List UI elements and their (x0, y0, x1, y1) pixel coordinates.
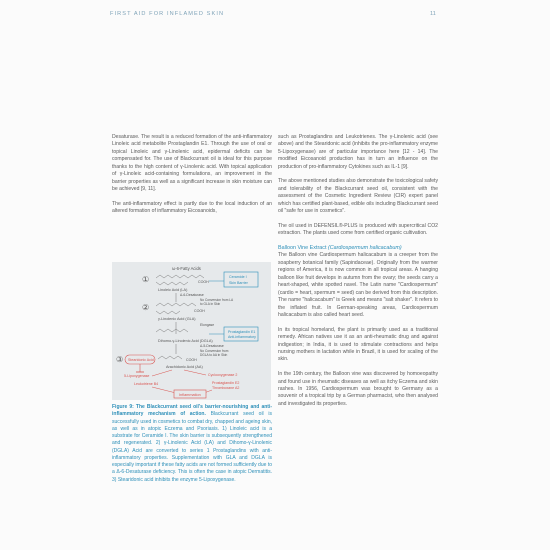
section-heading-balloon-vine (278, 245, 438, 252)
no-conversion-2: No Conversion from (200, 349, 229, 353)
lipoxygenase-label: 5-Lipoxygenase (124, 374, 150, 378)
running-header (0, 11, 550, 27)
left-paragraph-2: The anti-inflammatory effect is partly due to the local induction of an altered formation of inflammatory Eicosanoids, (112, 200, 272, 215)
cooh-2: COOH (194, 309, 205, 313)
gla-structure-tail (156, 311, 180, 314)
aa-label: Arachidonic Acid (AA) (166, 365, 203, 369)
caption-body: Blackcurrant seed oil is successfully used in cosmetics to combat dry, chapped and ageing skin, as well as in atopic Eczema and Psoriasis. 1) Linoleic acid is a substrate for Ceramide I. The skin barrier is subsequently strengthened and regenerated. 2) γ-Linolenic Acid (LA) and Dihomo-γ-Linolenic (DGLA) Acid are converted to series 1 Prostaglandins with anti-inflammatory properties. Supplementation with GLA and DGLA is especially important if these fatty acids are not formed sufficiently due to a Δ-6-Desaturase deficiency. This is often the case in atopic Dermatitis. 3) Stearidonic acid inhibits the enzyme 5-Lipoxygenase. (112, 411, 272, 483)
right-paragraph-2: The above mentioned studies also demonstrate the toxicological safety and tolerability of the Blackcurrant seed oil, consistent with the assessment of the Cosmetic Ingredient Review (CIR) expert panel which has certified plant-based, edible oils including Blackcurrant seed oil "safe for use in cosmetics". (278, 178, 438, 215)
inflammation-label: Inflammation (179, 393, 201, 397)
no-conversion-1b: to GLA in Skin (200, 302, 221, 306)
dgla-structure (156, 329, 188, 332)
cooh-3: COOH (186, 358, 197, 362)
elongase-label: Elongase (200, 323, 215, 327)
right-paragraph-6: In the 19th century, the Balloon vine was discovered by homoeopathy and found use in rheumatic diseases as well as itchy Eczema and skin rashes. In 1956, Cardiospermum was brought to Germany as a souvenir of a tropical trip by a German pharmacist, who then analysed and investigated its properties. (278, 371, 438, 407)
right-column (278, 134, 438, 416)
fatty-acid-pathway-diagram (112, 262, 271, 400)
left-column (112, 134, 272, 223)
dgla-label: Dihomo-γ-Linolenic Acid (DGLA) (158, 339, 213, 343)
right-paragraph-3: The oil used in DEFENSIL®-PLUS is produced with supercritical CO2 extraction. The plants used come from certified organic cultivation. (278, 222, 438, 237)
right-paragraph-4: The Balloon vine Cardiospermum halicacabum is a creeper from the soapberry botanical family (Sapindaceae). Originally from the warmer regions of America, it is now common in all tropical areas. A hanging balloon like fruit develops in autumn from the ovary; the seeds carry a heart-shaped, white spotted navel. The Latin name "Cardiospermum" (cardio = heart, spermum = seed) can be derived from this description. The name "halicacabum" is Greek and means "salt shaker". It refers to the inflated fruit. In German-speaking areas, Cardiospermum halicacabum is also called heart seed. (278, 252, 438, 319)
lt-to-inflammation-arrow (152, 387, 176, 393)
no-conversion-1: No Conversion from LA (200, 298, 234, 302)
aa-to-cox-arrow (184, 370, 206, 375)
skin-barrier-label: Skin Barrier (229, 281, 248, 285)
la-structure (156, 275, 204, 278)
caption-title: Figure 9: The Blackcurrant seed oil's barrier-nourishing and anti-inflammatory mechanism of action. (112, 404, 272, 418)
aa-to-lox-arrow (152, 370, 172, 376)
prostaglandin-e2-label: Prostaglandin E2 (212, 381, 240, 385)
gla-label: γ-Linolenic Acid (GLA) (158, 317, 196, 321)
d6-label: Δ-6-Desaturase (180, 293, 204, 297)
heading-italic: (Cardiospermum halicacabum) (327, 245, 402, 251)
step-2-marker: ② (142, 303, 150, 312)
cyclooxygenase-label: Cyclooxygenase 2 (208, 373, 238, 377)
la-label: Linoleic Acid (LA) (158, 288, 188, 292)
step-1-marker: ① (142, 275, 150, 284)
pge1-label: Prostaglandin E1 (228, 330, 256, 334)
thromboxane-label: Thromboxane A2 (212, 386, 240, 390)
leukotriene-label: Leukotriene B4 (134, 382, 159, 386)
right-paragraph-1: such as Prostaglandins and Leukotrienes. The γ-Linolenic acid (see above) and the Stearidonic acid (inhibits the pro-inflammatory enzyme 5-Lipoxygenase) are of particular importance here [12 - 14]. The modified Eicosanoid production has in turn an influence on the production of pro-inflammatory Cytokines such as IL-1 [9]. (278, 134, 438, 170)
la-structure-tail (156, 282, 188, 285)
anti-inflammatory-label: Anti-inflammatory (228, 335, 256, 339)
header-title: FIRST AID FOR INFLAMED SKIN (110, 11, 225, 17)
gla-structure (156, 303, 196, 306)
ceramide-label: Ceramide I (229, 275, 247, 279)
figure-caption (112, 404, 272, 484)
no-conversion-2b: DGLA to AA in Skin (200, 353, 228, 357)
page-number: 11 (430, 11, 436, 17)
right-paragraph-5: In its tropical homeland, the plant is primarily used as a traditional remedy. African natives use it as an anti-rheumatic drug and against indigestion; in India, it is used to stimulate contractions and helps nursing mothers in lactation while in Brazil, it is used for scaling of the skin. (278, 326, 438, 363)
stearidonic-label: Stearidonic Acid (128, 358, 154, 362)
omega6-label: ω-6-Fatty Acids (172, 266, 201, 271)
d5-label: Δ-5-Desaturase (200, 344, 224, 348)
heading-plain: Balloon Vine Extract (278, 245, 328, 251)
figure-9-diagram (112, 262, 271, 400)
aa-structure (158, 356, 182, 359)
cooh-1: COOH (198, 280, 209, 284)
step-3-marker: ③ (116, 355, 124, 364)
left-paragraph-1: Desaturase. The result is a reduced formation of the anti-inflammatory Linoleic acid metabolite Prostaglandin E1. Through the use of oral or topical Linoleic and γ-Linolenic acid, epidermal deficits can be compensated for. The use of Blackcurrant oil is ideal for this purpose thanks to the high content of γ-Linolenic acid. With topical application of γ-Linoleic acid-containing formulations, an improvement in the barrier properties as well as a significant increase in skin moisture can be achieved [9, 11]. (112, 134, 272, 193)
